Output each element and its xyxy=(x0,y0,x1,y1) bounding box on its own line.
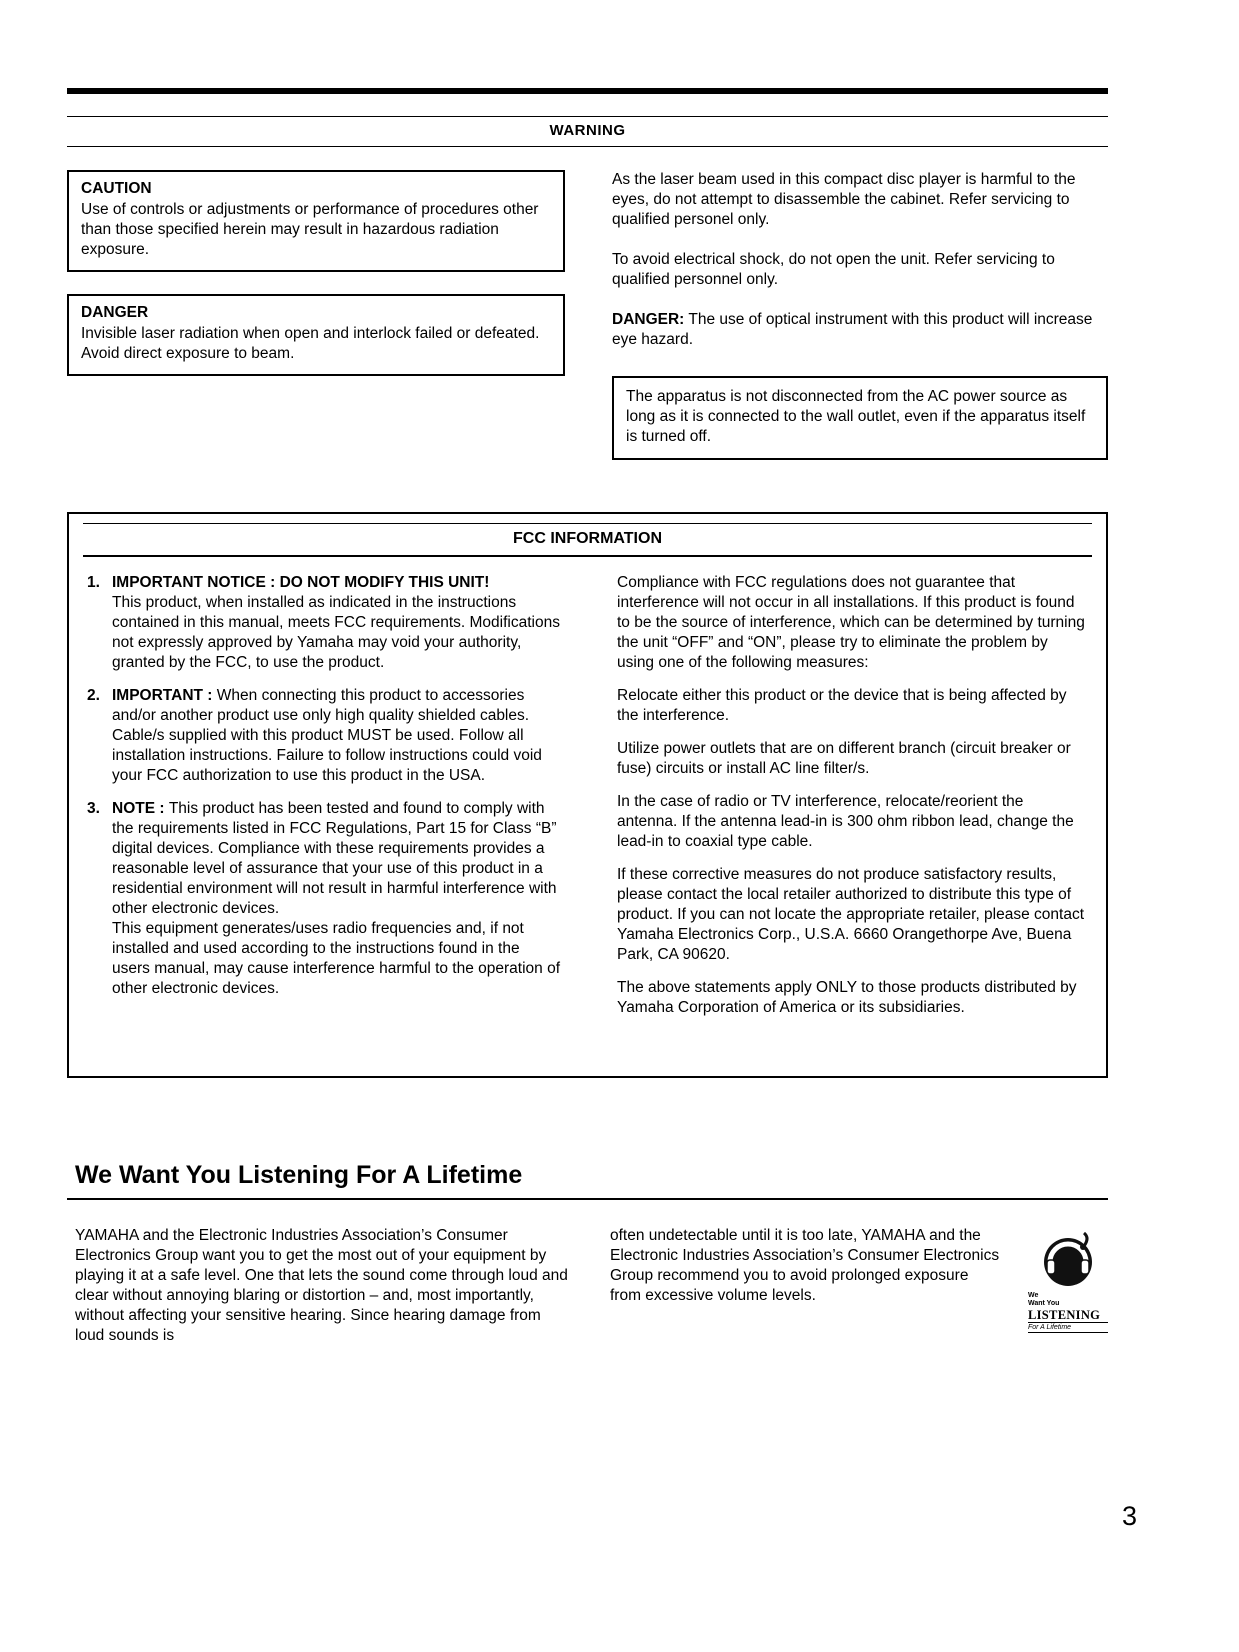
danger-inline-label: DANGER: xyxy=(612,311,685,328)
fcc-title: FCC INFORMATION xyxy=(512,530,662,547)
danger-title: DANGER xyxy=(81,304,149,321)
fcc-right-paragraph: In the case of radio or TV interference, relocate/reorient the antenna. If the antenna lead-in is 300 ohm ribbon lead, change the lead-in to coaxial type cable. xyxy=(617,793,1074,850)
fcc-columns xyxy=(69,557,1106,1041)
caution-text: Use of controls or adjustments or performance of procedures other than those specified herein may result in hazardous radiation exposure. xyxy=(81,201,539,258)
listening-logo-text xyxy=(1028,1292,1108,1333)
fcc-item-1 xyxy=(87,573,561,673)
fcc-item-1-body: This product, when installed as indicated in the instructions contained in this manual, meets FCC requirements. Modifications not expressly approved by Yamaha may void your authority, granted by the FCC, to use the product. xyxy=(112,594,560,671)
fcc-item-1-number: 1. xyxy=(87,574,100,591)
fcc-item-3-body2: This equipment generates/uses radio frequencies and, if not installed and used according to the instructions found in the users manual, may cause interference harmful to the operation of other electronic devices. xyxy=(112,920,561,997)
fcc-item-2-number: 2. xyxy=(87,687,100,704)
fcc-left-column xyxy=(87,573,561,1031)
fcc-information-box xyxy=(67,512,1108,1078)
warning-right-column xyxy=(612,170,1108,460)
danger-text-line2: Avoid direct exposure to beam. xyxy=(81,345,295,362)
lifetime-left-text: YAMAHA and the Electronic Industries Association’s Consumer Electronics Group want you to get the most out of your equipment by playing it at a safe level. One that lets the sound come through loud and clear without annoying blaring or distortion – and, most importantly, without affecting your sensitive hearing. Since hearing damage from loud sounds is xyxy=(75,1227,568,1344)
fcc-right-column xyxy=(617,573,1086,1031)
listening-logo xyxy=(1028,1226,1108,1346)
warning-title: WARNING xyxy=(549,122,626,139)
fcc-header xyxy=(83,523,1092,557)
warning-header xyxy=(67,116,1108,147)
fcc-right-paragraph: The above statements apply ONLY to those products distributed by Yamaha Corporation of America or its subsidiaries. xyxy=(617,979,1077,1016)
laser-beam-paragraph: As the laser beam used in this compact disc player is harmful to the eyes, do not attempt to disassemble the cabinet. Refer servicing to qualified personel only. xyxy=(612,171,1076,228)
fcc-item-2 xyxy=(87,686,561,786)
logo-line-we: We xyxy=(1028,1292,1039,1299)
fcc-item-1-heading: IMPORTANT NOTICE : DO NOT MODIFY THIS UNIT! xyxy=(112,574,490,591)
page-number: 3 xyxy=(1121,1501,1137,1531)
apparatus-notice-text: The apparatus is not disconnected from the AC power source as long as it is connected to the wall outlet, even if the apparatus itself is turned off. xyxy=(626,388,1086,445)
fcc-item-3-body: NOTE : This product has been tested and found to comply with the requirements listed in FCC Regulations, Part 15 for Class “B” digital devices. Compliance with these requirements provides a reasonable level of assurance that your use of this product in a residential environment will not result in harmful interference with other electronic devices. xyxy=(112,800,557,917)
danger-inline-text: The use of optical instrument with this product will increase eye hazard. xyxy=(612,311,1093,348)
fcc-item-3-label: NOTE : xyxy=(112,800,169,817)
electrical-shock-paragraph: To avoid electrical shock, do not open the unit. Refer servicing to qualified personnel only. xyxy=(612,251,1055,288)
logo-line-wantyou: Want You xyxy=(1028,1300,1060,1307)
headphones-listener-icon xyxy=(1034,1232,1096,1290)
logo-line-listening: LISTENING xyxy=(1028,1308,1108,1323)
fcc-right-paragraph: Relocate either this product or the device that is being affected by the interference. xyxy=(617,687,1067,724)
fcc-item-2-label: IMPORTANT : xyxy=(112,687,217,704)
fcc-item-3 xyxy=(87,799,561,999)
lifetime-title-rule xyxy=(67,1198,1108,1200)
apparatus-notice-box xyxy=(612,376,1108,460)
danger-text-line1: Invisible laser radiation when open and interlock failed or defeated. xyxy=(81,325,540,342)
top-rule xyxy=(67,88,1108,94)
logo-line-lifetime: For A Lifetime xyxy=(1028,1323,1108,1333)
lifetime-section-title: We Want You Listening For A Lifetime xyxy=(75,1161,523,1189)
lifetime-right-text: often undetectable until it is too late, YAMAHA and the Electronic Industries Association’s Consumer Electronics Group recommend you to avoid prolonged exposure from excessive volume levels. xyxy=(610,1227,1000,1304)
caution-title: CAUTION xyxy=(81,180,152,197)
danger-box xyxy=(67,294,565,376)
fcc-item-3-number: 3. xyxy=(87,800,100,817)
fcc-right-paragraph: Compliance with FCC regulations does not guarantee that interference will not occur in all installations. If this product is found to be the source of interference, which can be determined by turning the unit “OFF” and “ON”, please try to eliminate the problem by using one of the following measures: xyxy=(617,574,1085,671)
lifetime-section xyxy=(75,1226,1108,1346)
fcc-right-paragraph: Utilize power outlets that are on different branch (circuit breaker or fuse) circuits or install AC line filter/s. xyxy=(617,740,1071,777)
optical-instrument-paragraph xyxy=(612,310,1108,350)
fcc-item-2-body: IMPORTANT : When connecting this product to accessories and/or another product use only high quality shielded cables. Cable/s supplied with this product MUST be used. Follow all installation instructions. Failure to follow instructions could void your FCC authorization to use this product in the USA. xyxy=(112,687,542,784)
fcc-right-paragraph: If these corrective measures do not produce satisfactory results, please contact the local retailer authorized to distribute this type of product. If you can not locate the appropriate retailer, please contact Yamaha Electronics Corp., U.S.A. 6660 Orangethorpe Ave, Buena Park, CA 90620. xyxy=(617,866,1085,963)
caution-box xyxy=(67,170,565,272)
